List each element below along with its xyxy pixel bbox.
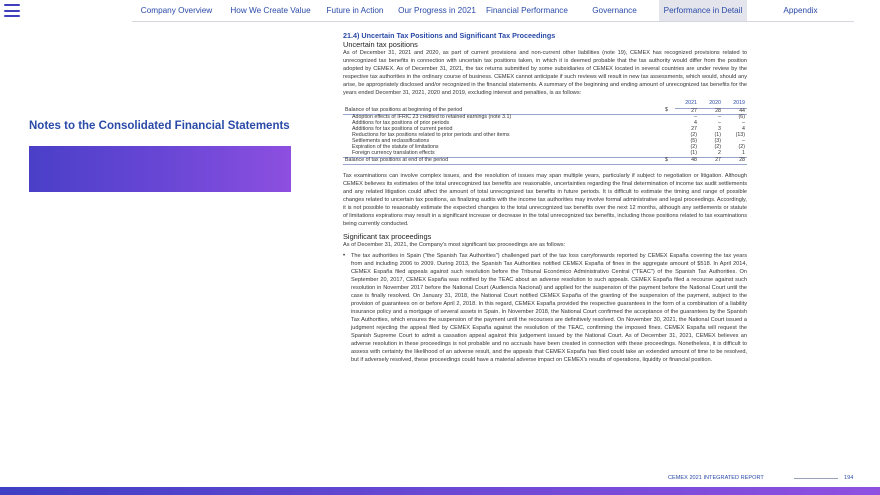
- section-title: Notes to the Consolidated Financial Statements: [29, 120, 290, 132]
- table-row: Expiration of the statute of limitations (2) (2) (2): [352, 143, 745, 150]
- nav-how-we-create-value[interactable]: How We Create Value: [230, 6, 311, 15]
- bottom-gradient-band: [0, 487, 880, 495]
- table-row-total: Balance of tax positions at end of the period $ 48 27 28: [345, 156, 745, 163]
- top-navigation: [0, 0, 880, 22]
- decorative-gradient-block: [29, 146, 291, 192]
- nav-governance[interactable]: Governance: [592, 6, 637, 15]
- section-nav: [132, 0, 854, 22]
- nav-future-in-action[interactable]: Future in Action: [326, 6, 384, 15]
- subheading-uncertain-tax: Uncertain tax positions: [343, 40, 418, 49]
- hamburger-menu-icon[interactable]: [4, 4, 20, 17]
- paragraph: Tax examinations can involve complex issues, and the resolution of issues may span multiple years, particularly if subject to negotiation or litigation. Although CEMEX believes its estimates of the total unrecognized tax benefits are reasonable, uncertainties regarding the final determination of income tax audit settlements and any related litigation could affect the amount of total unrecognized tax benefits in future periods. It is difficult to estimate the timing and range of possible changes related to uncertain tax positions, as finalizing audits with the income tax authorities may involve formal administrative and legal proceedings. Accordingly, it is not possible to reasonably estimate the expected changes to the total unrecognized tax benefits over the next 12 months, although any settlements or statute of limitations expirations may result in a significant increase or decrease in the total unrecognized tax benefits, including those positions related to tax examinations being currently conducted.: [343, 172, 747, 227]
- year-header: 2019: [723, 101, 747, 108]
- table-row: Reductions for tax positions related to prior periods and other items (2) (1) (13): [352, 132, 745, 139]
- subheading-significant-tax: Significant tax proceedings: [343, 231, 432, 241]
- nav-performance-in-detail[interactable]: Performance in Detail: [659, 0, 747, 21]
- table-row: Adoption effects of IFRIC 23 credited to retained earnings (note 3.1) – – (6): [352, 114, 745, 121]
- nav-company-overview[interactable]: Company Overview: [140, 6, 213, 15]
- main-content: [343, 31, 747, 364]
- paragraph: The tax authorities in Spain ("the Spanish Tax Authorities") challenged part of the tax loss carryforwards reported by CEMEX España covering the tax years from and including 2006 to 2009. During 2013, the Spanish Tax Authorities notified CEMEX España of fines in the aggregate amount of $518. In April 2014, CEMEX España filed appeals against such resolution before the Tribunal Económico Administrativo Central ("TEAC") of the Spanish Tax Authorities. On September 20, 2017, CEMEX España was notified by the TEAC about an adverse resolution to such appeals. CEMEX España filed a recourse against such resolution in November 2017 before the National Court (Audiencia Nacional) and applied for the suspension of the payment before the National Court until the case is finally resolved. On January 31, 2018, the National Court notified CEMEX España of the granting of the suspension of the payment, subject to the provision of guarantees on or before April 2, 2018. In this regard, CEMEX España provided the respective guarantees in the form of a combination of a liability insurance policy and a mortgage of several assets in Spain. In November 2018, the National Court confirmed the acceptance of the guarantees by the Spanish Tax Authorities, which ensures the suspension of the payment until the recourses are definitively resolved. On November 30, 2021, the National Court issued a judgment rejecting the appeal filed by CEMEX España against the resolution of the TEAC, confirming the imposed fines. CEMEX España will request the Spanish Supreme Court to admit a cassation appeal against this judgement issued by the National Court. As of December 31, 2021, CEMEX believes an adverse resolution in these proceedings is not probable and no accruals have been created in connection with these proceedings. Nonetheless, it is difficult to assess with certainty the likelihood of an adverse result, and the appeals that CEMEX España has filed could take an extended amount of time to be resolved, but if adversely resolved, these proceedings could have a material adverse impact on CEMEX's results of operations, liquidity or financial position.: [351, 252, 747, 363]
- nav-appendix[interactable]: Appendix: [783, 6, 818, 15]
- year-header: 2021: [675, 101, 699, 108]
- table-row: Balance of tax positions at beginning of the period $ 27 28 44: [345, 107, 745, 114]
- table-row: Additions for tax positions of prior periods 4 – –: [352, 120, 745, 127]
- bullet-icon: •: [343, 252, 346, 259]
- table-row: Additions for tax positions of current period 27 3 4: [352, 126, 745, 133]
- table-row: Foreign currency translation effects (1) 2 1: [352, 149, 745, 156]
- page-number: 194: [844, 475, 854, 481]
- list-item: [343, 252, 747, 364]
- footer-report-label: CEMEX 2021 INTEGRATED REPORT: [668, 475, 764, 481]
- table-row: Settlements and reclassifications (5) (3) –: [352, 138, 745, 145]
- nav-our-progress-2021[interactable]: Our Progress in 2021: [398, 6, 476, 15]
- paragraph: As of December 31, 2021 and 2020, as part of current provisions and non-current other liabilities (note 19), CEMEX has recognized provisions related to unrecognized tax benefits in connection with uncertain tax positions taken, in which it is deemed probable that the tax authority would differ from the position adopted by CEMEX. As of December 31, 2021, the tax returns submitted by some subsidiaries of CEMEX located in several countries are under review by the respective tax authorities in the ordinary course of business. CEMEX cannot anticipate if such reviews will result in new tax assessments, which would, should any arise, be appropriately disclosed and/or recognized in the financial statements. A summary of the beginning and ending amount of unrecognized tax benefits for the years ended December 31, 2021, 2020 and 2019, excluding interest and penalties, is as follows:: [343, 50, 747, 96]
- footer-divider: [794, 478, 838, 479]
- paragraph: As of December 31, 2021, the Company's most significant tax proceedings are as follows:: [343, 241, 566, 248]
- note-heading: 21.4) Uncertain Tax Positions and Significant Tax Proceedings: [343, 31, 556, 40]
- year-header: 2020: [699, 101, 723, 108]
- tax-positions-table: [343, 101, 747, 165]
- nav-financial-performance[interactable]: Financial Performance: [486, 6, 568, 15]
